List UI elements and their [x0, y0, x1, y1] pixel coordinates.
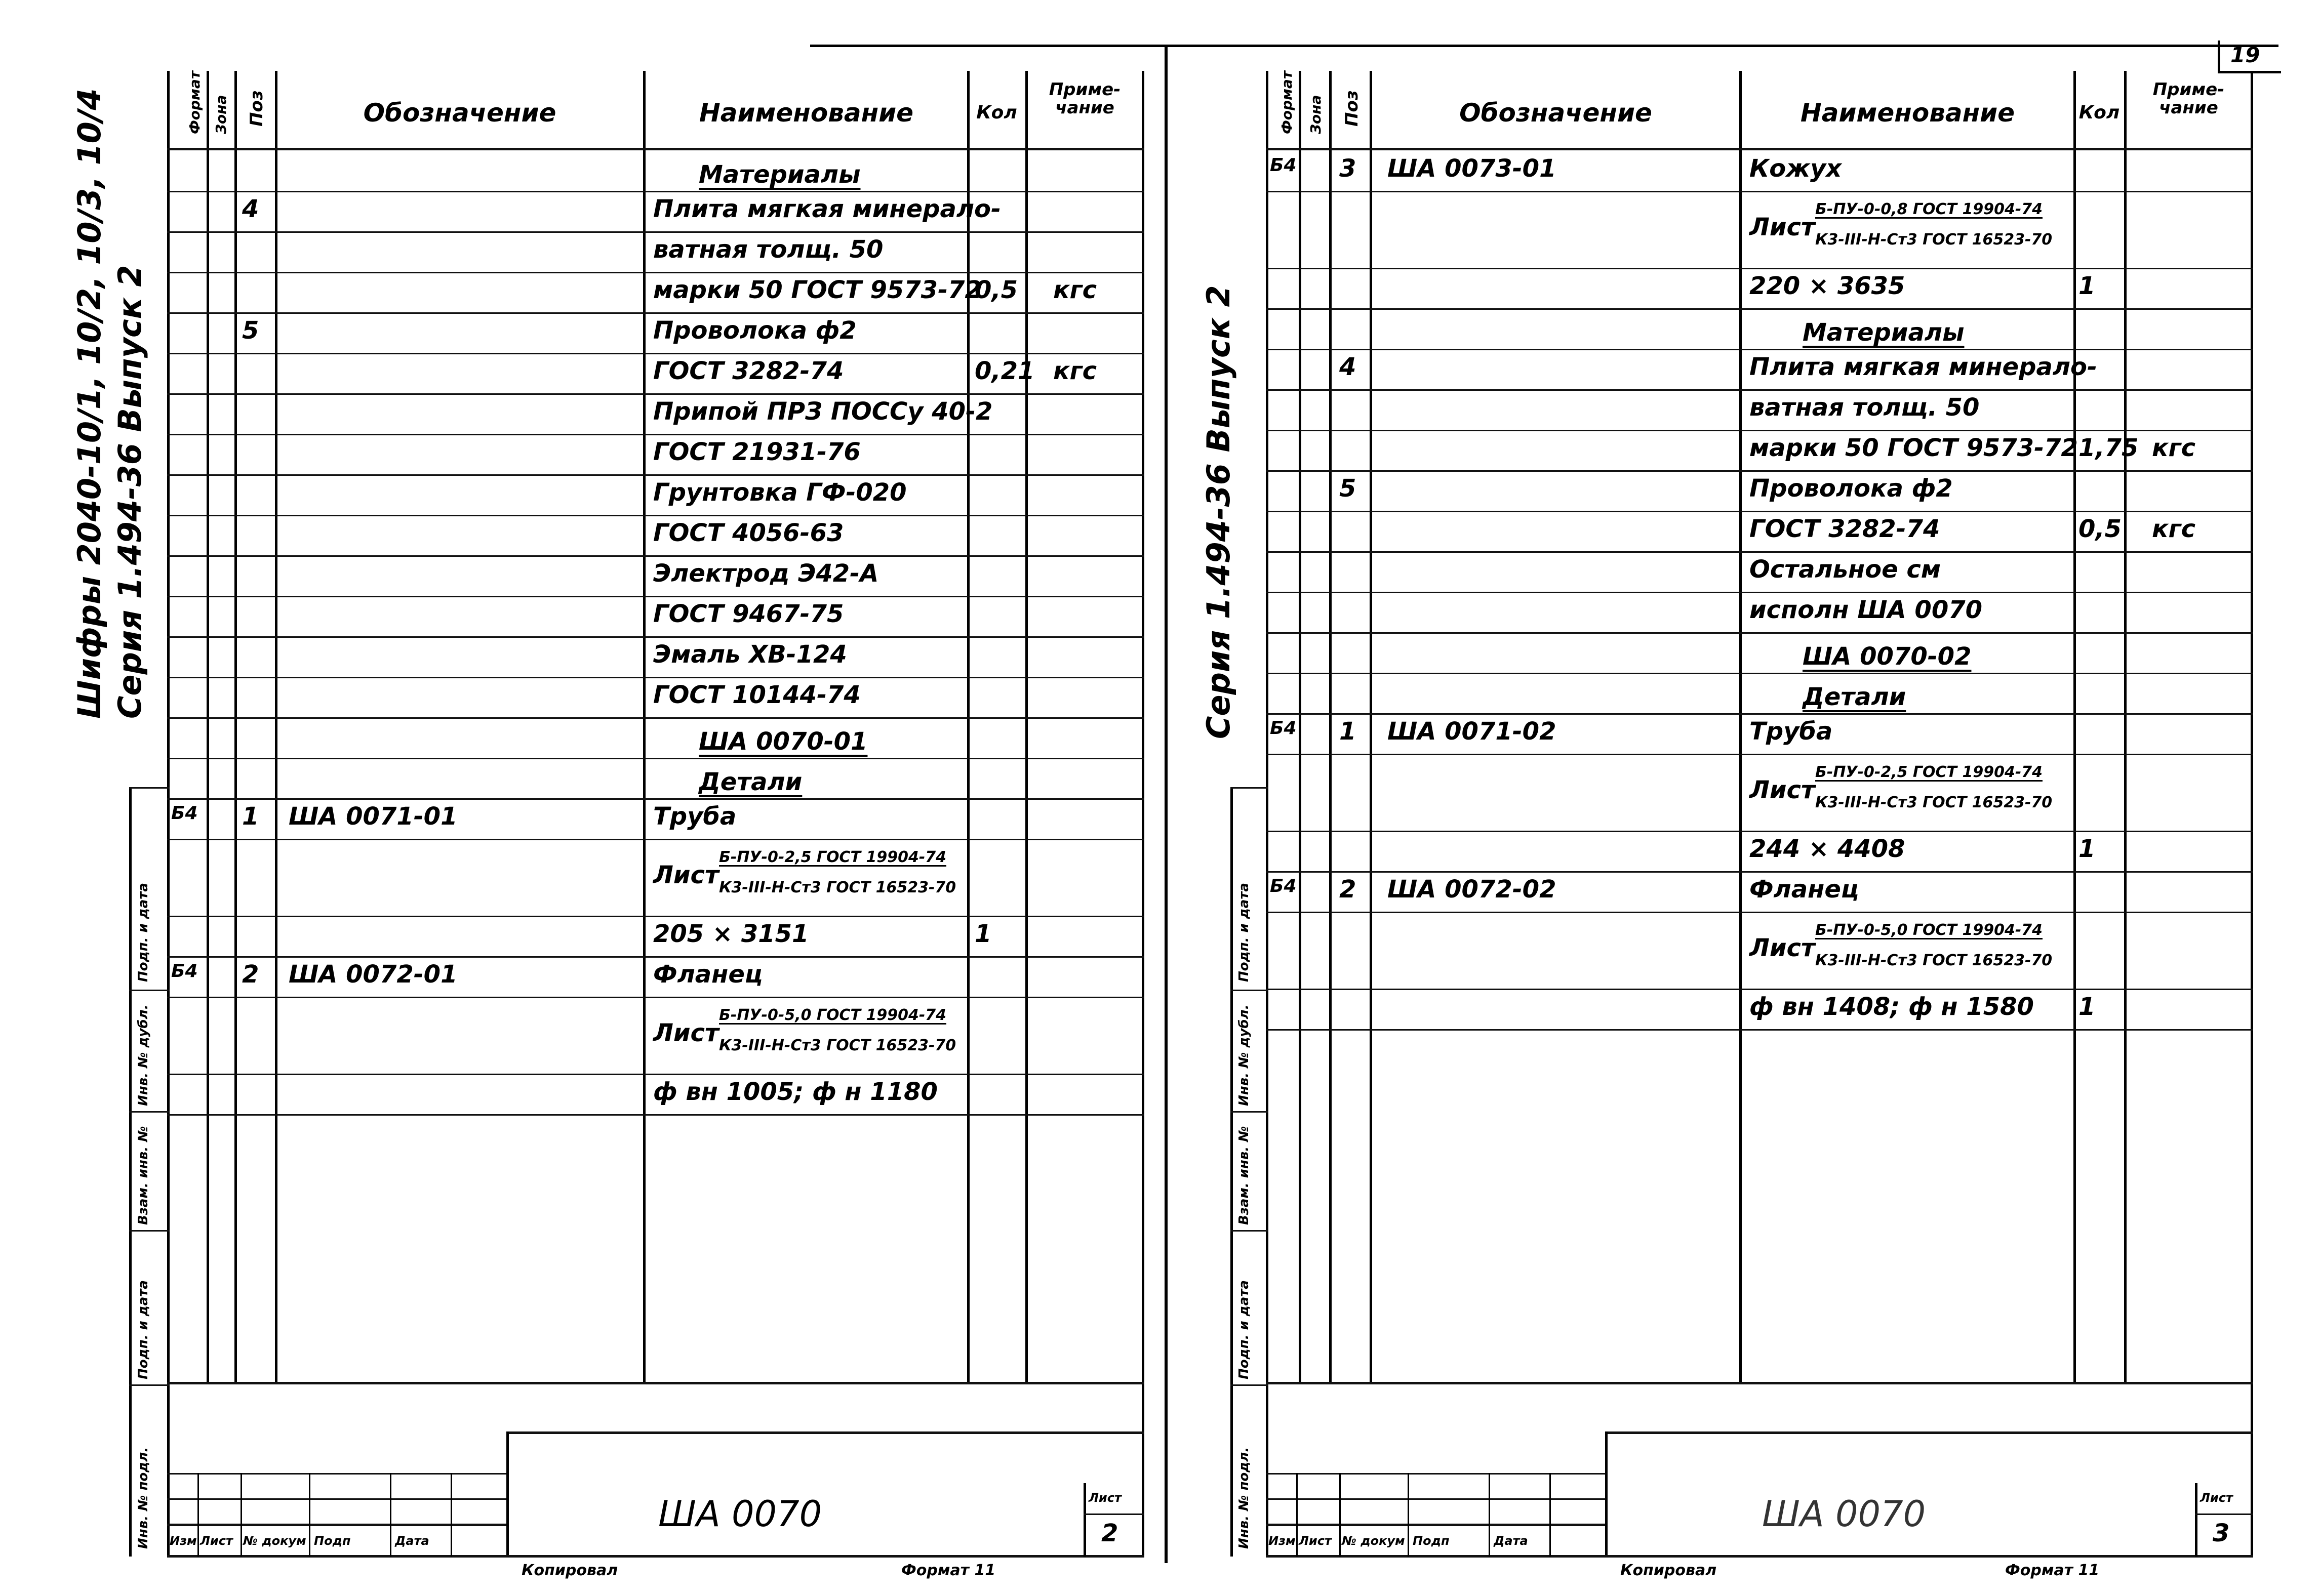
stamp-label: Подп. и дата: [1236, 883, 1252, 982]
col-line: [1025, 71, 1028, 1382]
header-rule: [1266, 148, 2253, 150]
section-heading: Материалы: [699, 160, 861, 189]
row-format: Б4: [1270, 876, 1297, 896]
row-rule: [167, 677, 1144, 678]
col-line: [643, 71, 646, 1382]
row-material-top: Б-ПУ-0-0,8 ГОСТ 19904-74: [1815, 200, 2043, 218]
row-rule: [167, 272, 1144, 273]
page-number: 19: [2230, 43, 2260, 67]
tb-col: [241, 1473, 242, 1557]
row-rule: [1266, 713, 2253, 715]
hdr-pos: Поз: [1342, 90, 1362, 127]
tb-rule: [167, 1473, 506, 1475]
row-name: ГОСТ 3282-74: [1749, 515, 1940, 543]
right-side-series: Серия 1.494-36 Выпуск 2: [1200, 285, 1237, 739]
hdr-qty: Кол: [2078, 102, 2120, 123]
col-line: [275, 71, 277, 1382]
row-rule: [167, 798, 1144, 800]
tb-col: [1549, 1473, 1551, 1557]
row-note: кгс: [1053, 357, 1097, 385]
stamp-rule: [129, 1384, 170, 1386]
tb-rule: [167, 1524, 506, 1526]
row-rule: [167, 758, 1144, 759]
row-name: Труба: [1749, 717, 1833, 746]
row-position: 4: [242, 195, 259, 223]
row-name: 220 × 3635: [1749, 272, 1905, 300]
tb-top: [1266, 1382, 2253, 1384]
row-rule: [167, 997, 1144, 998]
row-rule: [1266, 632, 2253, 634]
row-rule: [167, 916, 1144, 917]
row-rule: [1266, 430, 2253, 431]
row-rule: [1266, 349, 2253, 350]
stamp-rule: [129, 1111, 170, 1113]
row-quantity: 1: [2078, 835, 2096, 863]
row-rule: [1266, 389, 2253, 391]
hdr-pos: Поз: [247, 90, 267, 127]
row-position: 2: [1339, 875, 1356, 904]
row-rule: [1266, 912, 2253, 913]
row-rule: [167, 555, 1144, 557]
row-rule: [1266, 551, 2253, 553]
row-rule: [1266, 191, 2253, 192]
tb-col: [451, 1473, 452, 1557]
row-name: ф вн 1408; ф н 1580: [1749, 993, 2034, 1021]
tb-col: [1408, 1473, 1409, 1557]
row-name: Труба: [653, 802, 737, 831]
row-position: 1: [242, 802, 259, 831]
row-material-top: Б-ПУ-0-2,5 ГОСТ 19904-74: [1815, 763, 2043, 781]
tb-col-label: Подп: [314, 1534, 351, 1548]
row-format: Б4: [171, 961, 198, 981]
tb-rule: [1266, 1498, 1605, 1500]
row-rule: [167, 1074, 1144, 1075]
tb-col-label: № докум: [1342, 1534, 1405, 1548]
row-rule: [1266, 268, 2253, 269]
row-material-bottom: К3-III-Н-Ст3 ГОСТ 16523-70: [719, 1037, 956, 1054]
doc-code: ША 0070: [1762, 1493, 1926, 1535]
row-name: Остальное см: [1749, 555, 1941, 584]
stamp-label: Инв. № дубл.: [136, 1004, 151, 1106]
row-rule: [1266, 511, 2253, 512]
format-label: Формат 11: [2005, 1562, 2100, 1579]
row-name: 205 × 3151: [653, 920, 809, 948]
tb-top: [167, 1382, 1144, 1384]
row-quantity: 0,5: [975, 276, 1018, 304]
copied-label: Копировал: [522, 1562, 618, 1579]
tb-col-label: Изм: [170, 1534, 197, 1548]
row-name: ГОСТ 4056-63: [653, 519, 844, 547]
sheet-number: 2: [1101, 1519, 1118, 1547]
row-name: ватная толщ. 50: [653, 235, 884, 264]
stamp-label: Инв. № дубл.: [1236, 1004, 1252, 1106]
row-note: кгс: [2152, 434, 2196, 462]
stamp-rule: [1230, 787, 1268, 789]
row-designation: ША 0072-02: [1387, 875, 1556, 904]
col-line: [234, 71, 237, 1382]
row-rule: [1266, 831, 2253, 832]
row-material-bottom: К3-III-Н-Ст3 ГОСТ 16523-70: [1815, 794, 2053, 811]
tb-col-label: Лист: [200, 1534, 233, 1548]
row-rule: [167, 1114, 1144, 1116]
row-rule: [167, 231, 1144, 233]
hdr-zone: Зона: [213, 95, 229, 134]
tb-rule: [506, 1431, 1144, 1434]
row-name: ГОСТ 10144-74: [653, 681, 861, 709]
sheet-divider: [1165, 45, 1168, 1563]
row-name: Проволока ф2: [653, 316, 857, 345]
row-name: ватная толщ. 50: [1749, 393, 1980, 422]
row-rule: [1266, 308, 2253, 310]
hdr-zone: Зона: [1307, 95, 1324, 134]
format-label: Формат 11: [901, 1562, 996, 1579]
hdr-note: Приме- чание: [1049, 79, 1121, 118]
tb-col: [309, 1473, 310, 1557]
row-position: 4: [1339, 353, 1356, 381]
stamp-label: Подп. и дата: [136, 1280, 151, 1379]
tb-col-label: № докум: [243, 1534, 306, 1548]
sheet-number: 3: [2213, 1519, 2230, 1547]
row-note: кгс: [1053, 276, 1097, 304]
section-heading: Материалы: [1803, 318, 1965, 347]
col-line: [967, 71, 970, 1382]
hdr-format: Формат: [186, 70, 203, 134]
row-name: ГОСТ 21931-76: [653, 438, 861, 466]
section-heading: Детали: [699, 768, 803, 796]
row-name: Плита мягкая минерало-: [653, 195, 1001, 223]
section-heading: ША 0070-02: [1803, 642, 1972, 671]
row-position: 1: [1339, 717, 1356, 746]
tb-col-label: Подп: [1413, 1534, 1450, 1548]
frame-left: [167, 71, 170, 1557]
row-name: Фланец: [653, 960, 763, 989]
tb-rule: [2195, 1513, 2253, 1515]
tb-col: [1339, 1473, 1341, 1557]
page-number-box: [2218, 40, 2281, 73]
row-rule: [167, 191, 1144, 192]
row-material-top: Б-ПУ-0-5,0 ГОСТ 19904-74: [719, 1006, 947, 1024]
row-name: Электрод Э42-А: [653, 559, 879, 588]
tb-bottom: [167, 1555, 1144, 1558]
row-rule: [167, 956, 1144, 958]
row-position: 3: [1339, 154, 1356, 183]
hdr-designation: Обозначение: [363, 98, 556, 128]
row-quantity: 1,75: [2078, 434, 2139, 462]
row-designation: ША 0073-01: [1387, 154, 1556, 183]
tb-rule: [167, 1498, 506, 1500]
row-material-bottom: К3-III-Н-Ст3 ГОСТ 16523-70: [719, 879, 956, 896]
tb-col: [1605, 1431, 1608, 1557]
row-rule: [1266, 592, 2253, 593]
tb-col-label: Дата: [1494, 1534, 1528, 1548]
row-rule: [167, 717, 1144, 719]
row-rule: [167, 636, 1144, 638]
stamp-rule: [1230, 1111, 1268, 1113]
row-rule: [167, 393, 1144, 395]
copied-label: Копировал: [1620, 1562, 1717, 1579]
sheet-label: Лист: [1089, 1491, 1122, 1505]
stamp-outer: [129, 787, 132, 1557]
stamp-rule: [1230, 990, 1268, 991]
row-rule: [1266, 470, 2253, 472]
frame-right: [2251, 71, 2253, 1557]
stamp-rule: [129, 990, 170, 991]
row-name: Эмаль ХВ-124: [653, 640, 847, 669]
stamp-label: Инв. № подл.: [136, 1447, 151, 1549]
row-quantity: 0,5: [2078, 515, 2122, 543]
stamp-rule: [1230, 1384, 1268, 1386]
row-note: кгс: [2152, 515, 2196, 543]
row-rule: [1266, 673, 2253, 674]
row-rule: [167, 596, 1144, 597]
stamp-rule: [129, 1230, 170, 1232]
section-heading: ША 0070-01: [699, 727, 868, 756]
row-position: 2: [242, 960, 259, 989]
row-rule: [1266, 1029, 2253, 1031]
row-rule: [1266, 871, 2253, 873]
row-rule: [167, 515, 1144, 516]
row-material-top: Б-ПУ-0-2,5 ГОСТ 19904-74: [719, 848, 947, 866]
stamp-label: Инв. № подл.: [1236, 1447, 1252, 1549]
frame-right: [1142, 71, 1144, 1557]
col-line: [207, 71, 209, 1382]
stamp-label: Взам. инв. №: [136, 1126, 151, 1225]
row-rule: [167, 839, 1144, 840]
tb-col: [1489, 1473, 1490, 1557]
stamp-label: Подп. и дата: [136, 883, 151, 982]
row-name: марки 50 ГОСТ 9573-72: [653, 276, 982, 304]
tb-rule: [1605, 1431, 2253, 1434]
tb-col: [1296, 1473, 1298, 1557]
tb-rule: [1084, 1513, 1144, 1515]
row-designation: ША 0072-01: [289, 960, 458, 989]
row-name: Фланец: [1749, 875, 1859, 904]
header-rule: [167, 148, 1144, 150]
hdr-name: Наименование: [1800, 98, 2015, 128]
row-position: 5: [1339, 474, 1356, 503]
row-format: Б4: [1270, 155, 1297, 176]
row-material-bottom: К3-III-Н-Ст3 ГОСТ 16523-70: [1815, 231, 2053, 249]
row-material-bottom: К3-III-Н-Ст3 ГОСТ 16523-70: [1815, 952, 2053, 969]
row-rule: [167, 353, 1144, 354]
stamp-outer: [1230, 787, 1233, 1557]
left-side-codes: Шифры 2040-10/1, 10/2, 10/3, 10/4: [71, 88, 108, 719]
top-border: [810, 45, 2278, 47]
tb-rule: [1266, 1473, 1605, 1475]
row-rule: [167, 434, 1144, 435]
stamp-rule: [1230, 1230, 1268, 1232]
row-name: Плита мягкая минерало-: [1749, 353, 2097, 381]
tb-col: [1084, 1483, 1086, 1557]
row-rule: [167, 474, 1144, 476]
row-name: ГОСТ 9467-75: [653, 600, 844, 628]
tb-col-label: Изм: [1268, 1534, 1296, 1548]
row-name: Грунтовка ГФ-020: [653, 478, 907, 507]
row-name: Проволока ф2: [1749, 474, 1953, 503]
hdr-format: Формат: [1278, 70, 1295, 134]
row-quantity: 0,21: [975, 357, 1035, 385]
sheet-label: Лист: [2200, 1491, 2233, 1505]
hdr-note: Приме- чание: [2152, 79, 2225, 118]
tb-col-label: Лист: [1299, 1534, 1332, 1548]
row-material-top: Б-ПУ-0-5,0 ГОСТ 19904-74: [1815, 921, 2043, 939]
row-format: Б4: [1270, 718, 1297, 739]
hdr-designation: Обозначение: [1459, 98, 1652, 128]
hdr-qty: Кол: [976, 102, 1017, 123]
row-format: Б4: [171, 803, 198, 824]
left-side-series: Серия 1.494-36 Выпуск 2: [111, 265, 148, 719]
row-name: ф вн 1005; ф н 1180: [653, 1078, 938, 1106]
row-name-prefix: Лист: [1749, 776, 1815, 804]
doc-code: ША 0070: [658, 1493, 822, 1535]
frame-left: [1266, 71, 1268, 1557]
row-name: ГОСТ 3282-74: [653, 357, 844, 385]
section-heading: Детали: [1803, 683, 1906, 711]
stamp-label: Взам. инв. №: [1236, 1126, 1252, 1225]
row-name-prefix: Лист: [1749, 213, 1815, 241]
tb-col: [506, 1431, 509, 1557]
row-name: марки 50 ГОСТ 9573-72: [1749, 434, 2078, 462]
tb-bottom: [1266, 1555, 2253, 1558]
row-quantity: 1: [2078, 272, 2096, 300]
tb-col: [197, 1473, 199, 1557]
row-designation: ША 0071-01: [289, 802, 458, 831]
row-rule: [1266, 989, 2253, 990]
row-rule: [167, 312, 1144, 314]
row-name-prefix: Лист: [653, 1019, 719, 1047]
stamp-rule: [129, 787, 170, 789]
row-name: Кожух: [1749, 154, 1842, 183]
row-name-prefix: Лист: [653, 861, 719, 889]
row-designation: ША 0071-02: [1387, 717, 1556, 746]
hdr-name: Наименование: [699, 98, 914, 128]
row-name: 244 × 4408: [1749, 835, 1905, 863]
tb-col: [2195, 1483, 2197, 1557]
row-name: исполн ША 0070: [1749, 596, 1983, 624]
row-position: 5: [242, 316, 259, 345]
row-quantity: 1: [2078, 993, 2096, 1021]
row-name-prefix: Лист: [1749, 934, 1815, 962]
tb-col: [390, 1473, 391, 1557]
tb-rule: [1266, 1524, 1605, 1526]
tb-col-label: Дата: [395, 1534, 429, 1548]
stamp-label: Подп. и дата: [1236, 1280, 1252, 1379]
row-name: Припой ПРЗ ПОССу 40-2: [653, 397, 993, 426]
row-quantity: 1: [975, 920, 992, 948]
row-rule: [1266, 754, 2253, 755]
